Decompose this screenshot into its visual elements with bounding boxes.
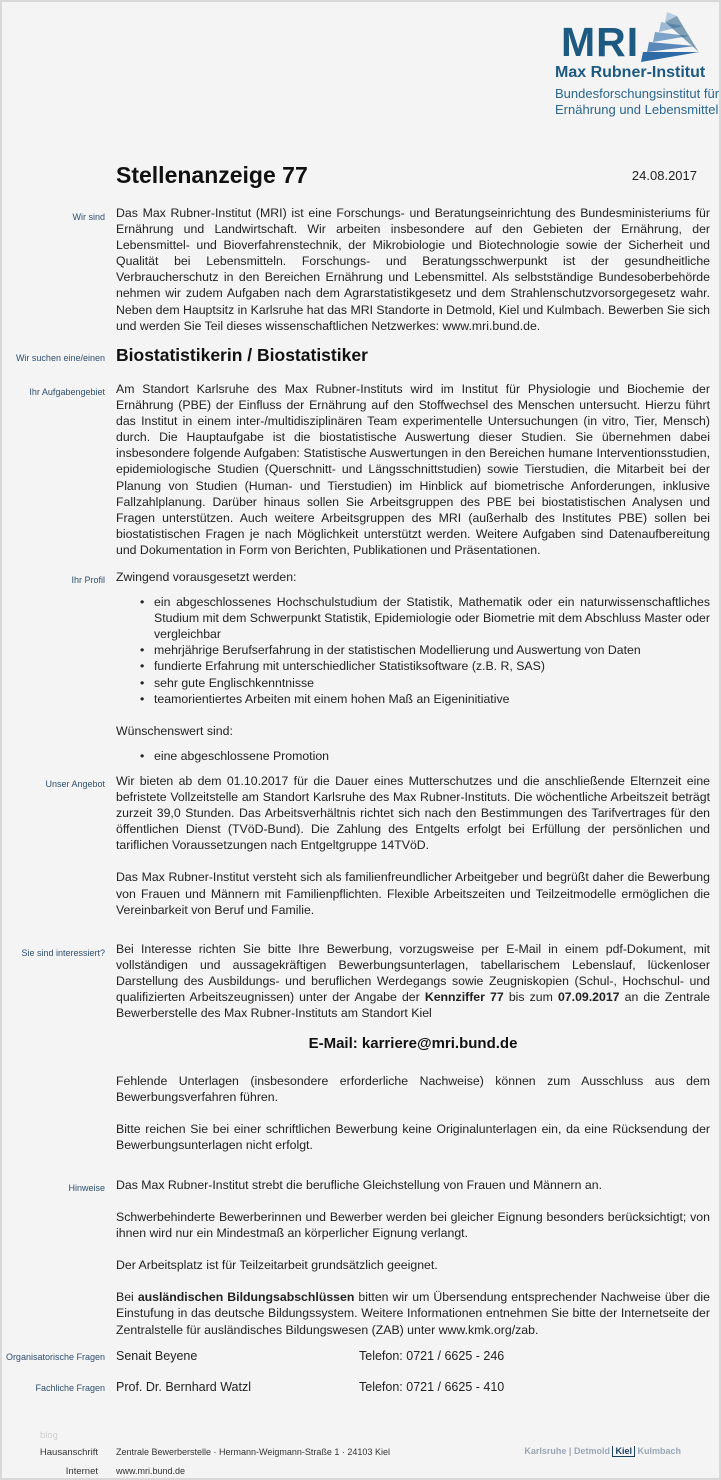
list-item: • fundierte Erfahrung mit unterschiedlicher Statistiksoftware (z.B. R, SAS)	[116, 658, 710, 674]
logo-mark: MRI	[561, 19, 640, 65]
footer-address: Zentrale Bewerberstelle · Hermann-Weigmann-Straße 1 · 24103 Kiel	[116, 1447, 390, 1457]
section-wir-sind: Das Max Rubner-Institut (MRI) ist eine Forschungs- und Beratungseinrichtung des Bundesministeriums für Ernährung und Landwirtschaft. Wir arbeiten insbesondere auf den Gebieten der Ernährung, der Lebensmittel- und Bioverfahrenstechnik, der Mikrobiologie und Biotechnologie sowie der Sicherheit und Qualität bei Lebensmitteln. Forschungs- und Beratungsschwerpunkt ist der gesundheitliche Verbraucherschutz in den Bereichen Ernährung und Lebensmittel. Als selbstständige Bundesoberbehörde nehmen wir zudem Aufgaben nach dem Agrarstatistikgesetz und dem Strahlenschutzvorsorgegesetz wahr. Neben dem Hauptsitz in Karlsruhe hat das MRI Standorte in Detmold, Kiel und Kulmbach. Bewerben Sie sich und werden Sie Teil dieses wissenschaftlichen Netzwerkes: www.mri.bund.de.	[116, 206, 710, 333]
pyramid-logo-icon	[637, 8, 699, 64]
section-hinweise: Das Max Rubner-Institut strebt die berufliche Gleichstellung von Frauen und Männern an. Schwerbehinderte Bewerberinnen und Bewerber werden bei gleicher Eignung besonders berücksichtigt; von ihnen wird nur ein Mindestmaß an körperlicher Eignung verlangt. Der Arbeitsplatz ist für Teilzeitarbeit grundsätzlich geeignet. Bei ausländischen Bildungsabschlüssen bitten wir um Übersendung entsprechender Nachweise über die Einstufung in das deutsche Bildungssystem. Weitere Informationen entnehmen Sie bitte der Internetseite der Zentralstelle für ausländisches Bildungswesen (ZAB) unter www.kmk.org/zab.	[116, 1178, 710, 1337]
kennziffer: Kennziffer 77	[424, 990, 504, 1005]
section-aufgabengebiet: Am Standort Karlsruhe des Max Rubner-Instituts wird im Institut für Physiologie und Biochemie der Ernährung (PBE) der Einfluss der Ernährung auf den Stoffwechsel des Menschen untersucht. Hierzu führt das Institut in einem inter-/multidisziplinären Team experimentelle Untersuchungen (in vitro, Tier, Mensch) durch. Die Hauptaufgabe ist die biostatistische Auswertung dieser Studien. Sie übernehmen dabei insbesondere folgende Aufgaben: Statistische Auswertungen in den Bereichen humane Interventionsstudien, epidemiologische Studien (Querschnitt- und Längsschnittstudien) sowie Tierstudien, die Mitarbeit bei der Planung von Studien (Human- und Tierstudien) im Hinblick auf biometrische Anforderungen, inklusive Fallzahlplanung. Darüber hinaus sollen Sie Arbeitsgruppen des PBE bei biostatistischen Analysen und Fragen unterstützen. Auch weitere Arbeitsgruppen des MRI (außerhalb des Institutes PBE) sollen bei biostatistischen Fragen je nach Möglichkeit unterstützt werden. Weitere Aufgaben sind Datenaufbereitung und Dokumentation in Form von Berichten, Publikationen und Präsentationen.	[116, 382, 710, 557]
label-hinweise: Hinweise	[68, 1183, 105, 1193]
required-heading: Zwingend vorausgesetzt werden:	[116, 570, 297, 584]
city-kulmbach[interactable]: Kulmbach	[637, 1446, 681, 1456]
application-email-link[interactable]: E-Mail: karriere@mri.bund.de	[308, 1035, 518, 1052]
desired-list	[116, 748, 710, 764]
city-karlsruhe[interactable]: Karlsruhe	[524, 1446, 567, 1456]
label-aufgabengebiet: Ihr Aufgabengebiet	[29, 387, 105, 397]
label-contact-org: Organisatorische Fragen	[5, 1352, 105, 1362]
posting-date: 24.08.2017	[631, 168, 697, 183]
label-wir-sind: Wir sind	[72, 212, 105, 222]
label-contact-tech: Fachliche Fragen	[35, 1383, 105, 1393]
desired-heading: Wünschenswert sind:	[116, 723, 233, 738]
footer-address-label: Hausanschrift	[39, 1447, 98, 1458]
position-title: Biostatistikerin / Biostatistiker	[116, 345, 368, 365]
required-list	[116, 594, 710, 707]
label-angebot: Unser Angebot	[45, 779, 105, 789]
location-nav: Karlsruhe | Detmold Kiel Kulmbach	[524, 1446, 681, 1456]
list-item: • sehr gute Englischkenntnisse	[116, 675, 710, 691]
footer-internet-link[interactable]: www.mri.bund.de	[116, 1466, 186, 1476]
label-interessiert: Sie sind interessiert?	[21, 948, 105, 958]
list-item: • eine abgeschlossene Promotion	[116, 748, 710, 764]
logo-name: Max Rubner-Institut	[555, 64, 706, 81]
page-title: Stellenanzeige 77	[116, 162, 308, 188]
contact-phone-org[interactable]: Telefon: 0721 / 6625 - 246	[359, 1349, 505, 1363]
faint-text: blog	[40, 1430, 58, 1441]
contact-name-tech: Prof. Dr. Bernhard Watzl	[116, 1380, 251, 1394]
list-item: • teamorientiertes Arbeiten mit einem hohen Maß an Eigeninitiative	[116, 691, 710, 707]
city-kiel-active[interactable]: Kiel	[612, 1446, 635, 1457]
label-profil: Ihr Profil	[71, 575, 105, 585]
footer-internet-label: Internet	[65, 1466, 98, 1477]
deadline: 07.09.2017	[557, 990, 620, 1005]
section-profil	[116, 569, 710, 764]
logo-subtitle: Bundesforschungsinstitut für Ernährung und Lebensmittel	[555, 86, 720, 117]
list-item: • mehrjährige Berufserfahrung in der statistischen Modellierung und Auswertung von Daten	[116, 642, 710, 658]
city-detmold[interactable]: Detmold	[573, 1446, 610, 1456]
list-item: • ein abgeschlossenes Hochschulstudium der Statistik, Mathematik oder ein naturwissenschaftliches Studium mit dem Schwerpunkt Statistik, Epidemiologie oder Biometrie mit dem Abschluss Master oder vergleichbar	[116, 594, 710, 642]
section-interessiert: Bei Interesse richten Sie bitte Ihre Bewerbung, vorzugsweise per E-Mail in einem pdf-Dokument, mit vollständigen und aussagekräftigen Bewerbungsunterlagen, tabellarischem Lebenslauf, lückenloser Darstellung des Ausbildungs- und beruflichen Werdegangs sowie Zeugniskopien (Schul-, Hochschul- und qualifizierten Arbeitszeugnissen) unter der Angabe der Kennziffer 77 bis zum 07.09.2017 an die Zentrale Bewerberstelle des Max Rubner-Instituts am Standort Kiel	[116, 942, 711, 1021]
section-interessiert-notes: Fehlende Unterlagen (insbesondere erforderliche Nachweise) können zum Ausschluss aus dem Bewerbungsverfahren führen. Bitte reichen Sie bei einer schriftlichen Bewerbung keine Originalunterlagen ein, da eine Rücksendung der Bewerbungsunterlagen nicht erfolgt.	[116, 1074, 710, 1153]
label-wir-suchen: Wir suchen eine/einen	[15, 353, 105, 363]
contact-name-org: Senait Beyene	[116, 1349, 198, 1363]
section-angebot: Wir bieten ab dem 01.10.2017 für die Dauer eines Mutterschutzes und die anschließende Elternzeit eine befristete Vollzeitstelle am Standort Karlsruhe des Max Rubner-Instituts. Die wöchentliche Arbeitszeit beträgt zurzeit 39,0 Stunden. Das Arbeitsverhältnis richtet sich nach den Bestimmungen des Tarifvertrages für den öffentlichen Dienst (TVöD-Bund). Die Zahlung des Entgelts erfolgt bei Erfüllung der persönlichen und tariflichen Voraussetzungen nach Entgeltgruppe 14TVöD. Das Max Rubner-Institut versteht sich als familienfreundlicher Arbeitgeber und begrüßt daher die Bewerbung von Frauen und Männern mit Familienpflichten. Flexible Arbeitszeiten und Teilzeitmodelle ermöglichen die Vereinbarkeit von Beruf und Familie.	[116, 774, 710, 917]
contact-phone-tech[interactable]: Telefon: 0721 / 6625 - 410	[359, 1380, 505, 1394]
